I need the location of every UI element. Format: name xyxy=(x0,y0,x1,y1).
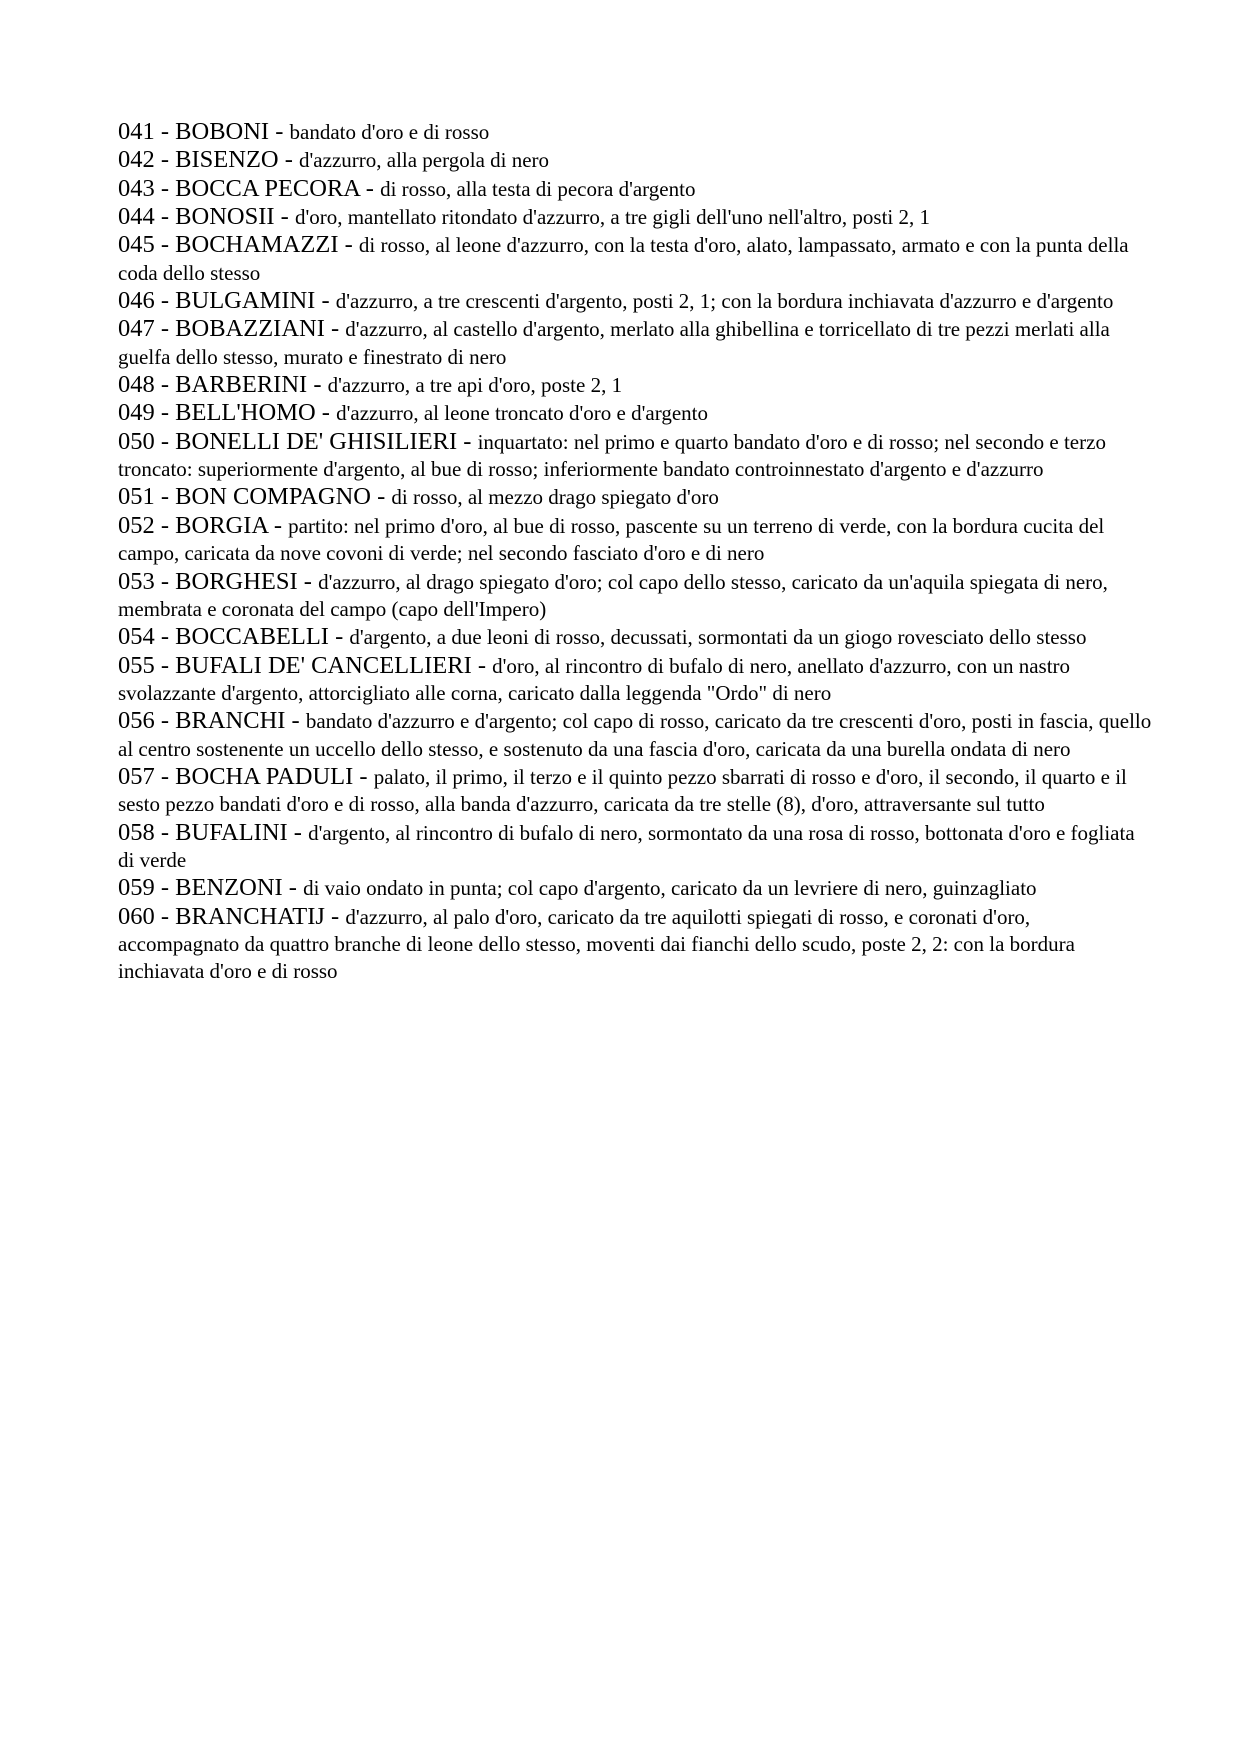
entry-description: d'argento, a due leoni di rosso, decussati, sormontati da un giogo rovesciato dello stesso xyxy=(349,625,1087,650)
blazon-entry xyxy=(118,652,1153,708)
entry-number-and-name: 048 - BARBERINI - xyxy=(118,371,328,399)
blazon-entry xyxy=(118,568,1153,624)
blazon-entry xyxy=(118,903,1153,986)
entry-number-and-name: 050 - BONELLI DE' GHISILIERI - xyxy=(118,427,478,455)
entry-description: di rosso, alla testa di pecora d'argento xyxy=(380,176,696,201)
entry-number-and-name: 059 - BENZONI - xyxy=(118,874,304,902)
entry-description: d'azzurro, al castello d'argento, merlato alla ghibellina e torricellato di tre pezzi merlati alla guelfa dello stesso, murato e finestrato di nero xyxy=(118,317,1110,369)
entry-description: di rosso, al leone d'azzurro, con la testa d'oro, alato, lampassato, armato e con la punta della coda dello stesso xyxy=(118,233,1129,285)
entry-description: d'oro, al rincontro di bufalo di nero, anellato d'azzurro, con un nastro svolazzante d'argento, attorcigliato alle corna, caricato dalla leggenda "Ordo" di nero xyxy=(118,653,1071,705)
entry-description: d'azzurro, al palo d'oro, caricato da tre aquilotti spiegati di rosso, e coronati d'oro, accompagnato da quattro branche di leone dello stesso, moventi dai fianchi dello scudo, poste 2, 2: con la bordura inchiavata d'oro e di rosso xyxy=(118,904,1075,984)
blazon-entry xyxy=(118,512,1153,568)
blazon-entry xyxy=(118,623,1153,651)
blazon-entry xyxy=(118,175,1153,203)
blazon-entry xyxy=(118,819,1153,875)
entry-number-and-name: 057 - BOCHA PADULI - xyxy=(118,762,374,790)
blazon-entry xyxy=(118,287,1153,315)
entry-number-and-name: 041 - BOBONI - xyxy=(118,118,290,145)
blazon-entry xyxy=(118,707,1153,763)
blazon-entry xyxy=(118,483,1153,511)
entry-number-and-name: 044 - BONOSII - xyxy=(118,203,295,231)
entry-description: d'oro, mantellato ritondato d'azzurro, a tre gigli dell'uno nell'altro, posti 2, 1 xyxy=(294,205,930,230)
entry-description: d'azzurro, alla pergola di nero xyxy=(299,148,550,173)
entry-number-and-name: 058 - BUFALINI - xyxy=(118,818,309,846)
entry-number-and-name: 054 - BOCCABELLI - xyxy=(118,623,350,651)
blazon-entry xyxy=(118,315,1153,371)
blazon-entry xyxy=(118,203,1153,231)
entry-description: d'argento, al rincontro di bufalo di nero, sormontato da una rosa di rosso, bottonata d'oro e fogliata di verde xyxy=(118,820,1135,872)
entry-number-and-name: 046 - BULGAMINI - xyxy=(118,287,336,315)
entry-description: d'azzurro, a tre crescenti d'argento, posti 2, 1; con la bordura inchiavata d'azzurro e d'argento xyxy=(335,289,1114,314)
blazon-entry xyxy=(118,399,1153,427)
blazon-entry xyxy=(118,371,1153,399)
entry-description: di rosso, al mezzo drago spiegato d'oro xyxy=(391,485,719,510)
blazon-entry xyxy=(118,763,1153,819)
entry-description: d'azzurro, al leone troncato d'oro e d'argento xyxy=(336,401,708,426)
entry-number-and-name: 051 - BON COMPAGNO - xyxy=(118,483,392,511)
blazon-list xyxy=(118,118,1153,986)
blazon-entry xyxy=(118,874,1153,902)
blazon-entry xyxy=(118,428,1153,484)
entry-number-and-name: 045 - BOCHAMAZZI - xyxy=(118,231,359,259)
blazon-entry xyxy=(118,146,1153,174)
entry-description: inquartato: nel primo e quarto bandato d'oro e di rosso; nel secondo e terzo troncato: superiormente d'argento, al bue di rosso; inferiormente bandato controinnestato d'argento e d'azzurro xyxy=(118,429,1106,482)
entry-number-and-name: 052 - BORGIA - xyxy=(118,511,289,539)
blazon-entry xyxy=(118,118,1153,146)
entry-number-and-name: 056 - BRANCHI - xyxy=(118,707,306,735)
entry-description: d'azzurro, al drago spiegato d'oro; col capo dello stesso, caricato da un'aquila spiegata di nero, membrata e coronata del campo (capo dell'Impero) xyxy=(118,569,1108,621)
entry-number-and-name: 053 - BORGHESI - xyxy=(118,567,319,595)
entry-number-and-name: 060 - BRANCHATIJ - xyxy=(118,902,346,930)
entry-number-and-name: 049 - BELL'HOMO - xyxy=(118,399,337,427)
entry-number-and-name: 047 - BOBAZZIANI - xyxy=(118,315,346,343)
blazon-entry xyxy=(118,231,1153,287)
entry-number-and-name: 055 - BUFALI DE' CANCELLIERI - xyxy=(118,651,493,679)
entry-description: palato, il primo, il terzo e il quinto pezzo sbarrati di rosso e d'oro, il secondo, il quarto e il sesto pezzo bandati d'oro e di rosso, alla banda d'azzurro, caricata da tre stelle (8), d'oro, attraversante sul tutto xyxy=(118,764,1127,817)
entry-description: partito: nel primo d'oro, al bue di rosso, pascente su un terreno di verde, con la bordura cucita del campo, caricata da nove covoni di verde; nel secondo fasciato d'oro e di nero xyxy=(118,513,1105,566)
entry-description: bandato d'azzurro e d'argento; col capo di rosso, caricato da tre crescenti d'oro, posti in fascia, quello al centro sostenente un uccello dello stesso, e sostenuto da una fascia d'oro, caricata da una burella ondata di nero xyxy=(118,709,1152,761)
entry-number-and-name: 042 - BISENZO - xyxy=(118,146,300,174)
entry-description: bandato d'oro e di rosso xyxy=(289,120,490,144)
entry-description: di vaio ondato in punta; col capo d'argento, caricato da un levriere di nero, guinzagliato xyxy=(303,876,1037,901)
entry-number-and-name: 043 - BOCCA PECORA - xyxy=(118,174,381,202)
entry-description: d'azzurro, a tre api d'oro, poste 2, 1 xyxy=(327,373,623,398)
